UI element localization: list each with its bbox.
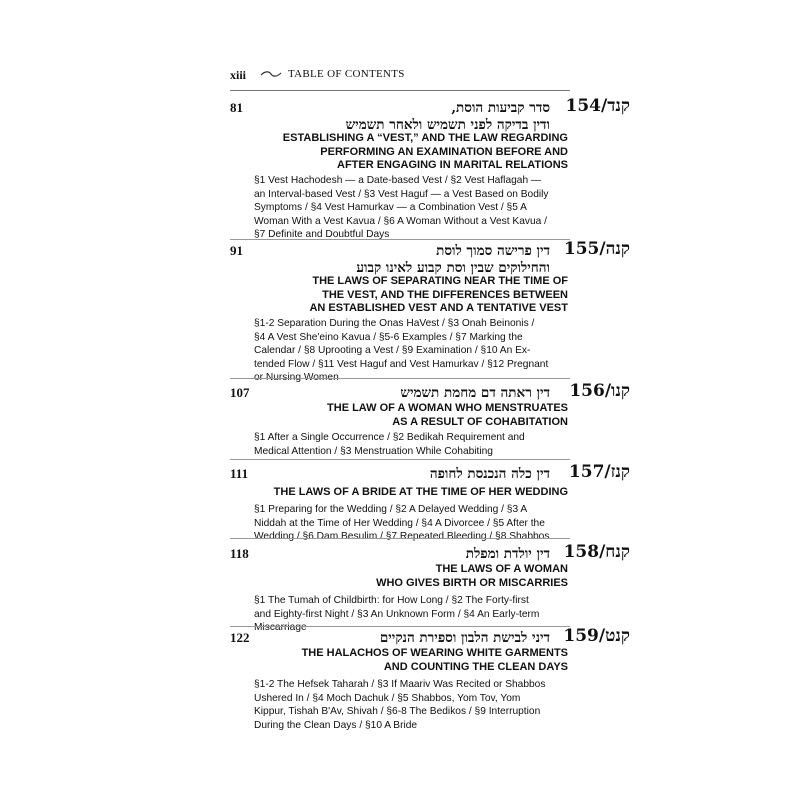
subsection-list bbox=[254, 594, 568, 635]
subsection-line: Symptoms / §4 Vest Hamurkav — a Combination Vest / §5 A bbox=[254, 202, 527, 214]
subsection-list bbox=[254, 317, 568, 385]
english-title-line: THE HALACHOS OF WEARING WHITE GARMENTS bbox=[301, 647, 568, 659]
subsection-line: §1-2 The Hefsek Taharah / §3 If Maariv Was Recited or Shabbos bbox=[254, 679, 546, 690]
header-title: TABLE OF CONTENTS bbox=[288, 68, 405, 80]
siman-number: קנה/155 bbox=[563, 239, 630, 259]
subsection-line: Ushered In / §4 Moch Dachuk / §5 Shabbos, Yom Tov, Yom bbox=[254, 692, 521, 704]
entry-divider bbox=[230, 538, 570, 539]
english-title-line: WHO GIVES BIRTH OR MISCARRIES bbox=[376, 576, 568, 589]
subsection-line: §1 The Tumah of Childbirth: for How Long / §2 The Forty-first bbox=[254, 595, 529, 606]
header-page-number: xiii bbox=[230, 68, 247, 82]
english-title bbox=[254, 647, 568, 674]
english-title-line: THE LAWS OF A WOMAN bbox=[435, 563, 568, 575]
hebrew-title-line: דין פרישה סמוך לוסת bbox=[436, 243, 550, 259]
subsection-line: Niddah at the Time of Her Wedding / §4 A Divorcee / §5 After the bbox=[254, 517, 545, 529]
hebrew-title-line: דין כלה הנכנסת לחופה bbox=[429, 466, 550, 482]
siman-number: קנד/154 bbox=[565, 96, 630, 116]
english-title-line: THE LAWS OF SEPARATING NEAR THE TIME OF bbox=[312, 275, 568, 287]
subsection-line: tended Flow / §11 Vest Haguf and Vest Hamurkav / §12 Pregnant bbox=[254, 358, 549, 370]
english-title bbox=[254, 402, 568, 429]
hebrew-title-line: דין יולדת ומפלת bbox=[465, 546, 550, 562]
english-title-line: AS A RESULT OF COHABITATION bbox=[392, 415, 568, 428]
siman-number: קנט/159 bbox=[563, 626, 630, 646]
english-title-line: AND COUNTING THE CLEAN DAYS bbox=[383, 660, 568, 673]
hebrew-title bbox=[250, 385, 550, 402]
subsection-line: §1-2 Separation During the Onas HaVest / §3 Onah Beinonis / bbox=[254, 318, 535, 329]
toc-entry[interactable] bbox=[230, 462, 630, 544]
english-title-line: THE LAWS OF A BRIDE AT THE TIME OF HER WEDDING bbox=[273, 486, 568, 498]
english-title bbox=[254, 275, 568, 316]
subsection-line: an Interval-based Vest / §3 Vest Haguf — a Vest Based on Bodily bbox=[254, 188, 549, 200]
subsection-list bbox=[254, 431, 568, 458]
english-title-line: AN ESTABLISHED VEST AND A TENTATIVE VEST bbox=[309, 302, 568, 314]
entry-divider bbox=[230, 239, 570, 240]
subsection-line: During the Clean Days / §10 A Bride bbox=[254, 719, 418, 731]
subsection-line: Wedding / §6 Dam Besulim / §7 Repeated Bleeding / §8 Shabbos bbox=[254, 531, 550, 543]
entry-page-number: 81 bbox=[230, 100, 243, 115]
subsection-line: Woman With a Vest Kavua / §6 A Woman Without a Vest Kavua / bbox=[254, 215, 547, 227]
entry-page-number: 122 bbox=[230, 630, 250, 645]
header-rule bbox=[230, 90, 570, 91]
entry-page-number: 118 bbox=[230, 546, 249, 561]
toc-entry[interactable] bbox=[230, 542, 630, 634]
siman-number: קנז/157 bbox=[568, 462, 630, 482]
hebrew-title-line: סדר קביעות הוסת, bbox=[451, 100, 550, 116]
english-title-line: ESTABLISHING A “VEST,” AND THE LAW REGARDING bbox=[282, 132, 568, 144]
english-title-line: THE VEST, AND THE DIFFERENCES BETWEEN bbox=[322, 288, 568, 301]
entry-page-number: 111 bbox=[230, 466, 249, 481]
subsection-line: §7 Definite and Doubtful Days bbox=[254, 229, 390, 241]
hebrew-title-line: דיני לבישת הלבון וספירת הנקיים bbox=[379, 630, 550, 646]
subsection-line: Kippur, Tishah B'Av, Shivah / §6-8 The Bedikos / §9 Interruption bbox=[254, 706, 541, 718]
subsection-line: §1 Vest Hachodesh — a Date-based Vest / §2 Vest Haflagah — bbox=[254, 175, 542, 186]
hebrew-title bbox=[250, 630, 550, 647]
subsection-line: Miscarriage bbox=[254, 622, 307, 634]
toc-entry[interactable] bbox=[230, 239, 630, 384]
subsection-list bbox=[254, 174, 568, 242]
hebrew-title bbox=[250, 243, 550, 277]
subsection-line: §1 After a Single Occurrence / §2 Bedikah Requirement and bbox=[254, 432, 525, 443]
subsection-line: §4 A Vest She'eino Kavua / §5-6 Examples / §7 Marking the bbox=[254, 331, 523, 343]
subsection-line: Calendar / §8 Uprooting a Vest / §9 Examination / §10 An Ex- bbox=[254, 345, 531, 357]
hebrew-title bbox=[250, 466, 550, 483]
english-title-line: THE LAW OF A WOMAN WHO MENSTRUATES bbox=[327, 402, 568, 414]
hebrew-title bbox=[250, 100, 550, 134]
toc-entry[interactable] bbox=[230, 96, 630, 241]
hebrew-title bbox=[250, 546, 550, 563]
english-title-line: AFTER ENGAGING IN MARITAL RELATIONS bbox=[337, 159, 568, 171]
subsection-line: Medical Attention / §3 Menstruation While Cohabiting bbox=[254, 445, 493, 457]
english-title-line: PERFORMING AN EXAMINATION BEFORE AND bbox=[320, 145, 568, 158]
english-title bbox=[254, 563, 568, 590]
hebrew-title-line: דין ראתה דם מחמת תשמיש bbox=[400, 385, 550, 401]
hebrew-title-line: ודין בדיקה לפני תשמיש ולאחר תשמיש bbox=[345, 117, 550, 133]
siman-number: קנח/158 bbox=[563, 542, 630, 562]
subsection-line: and Eighty-first Night / §3 An Unknown Form / §4 An Early-term bbox=[254, 608, 540, 620]
entry-page-number: 107 bbox=[230, 385, 250, 400]
english-title bbox=[254, 486, 568, 500]
entry-divider bbox=[230, 459, 570, 460]
english-title bbox=[254, 132, 568, 173]
subsection-line: or Nursing Women bbox=[254, 372, 339, 384]
ornament-icon bbox=[260, 69, 282, 79]
entry-page-number: 91 bbox=[230, 243, 243, 258]
hebrew-title-line: והחילוקים שבין וסת קבוע לאינו קבוע bbox=[356, 260, 550, 276]
subsection-list bbox=[254, 678, 568, 732]
subsection-line: §1 Preparing for the Wedding / §2 A Delayed Wedding / §3 A bbox=[254, 504, 528, 515]
running-header bbox=[230, 66, 630, 88]
entry-divider bbox=[230, 378, 570, 379]
entry-divider bbox=[230, 626, 570, 627]
siman-number: קנו/156 bbox=[569, 381, 630, 401]
toc-entry[interactable] bbox=[230, 381, 630, 465]
